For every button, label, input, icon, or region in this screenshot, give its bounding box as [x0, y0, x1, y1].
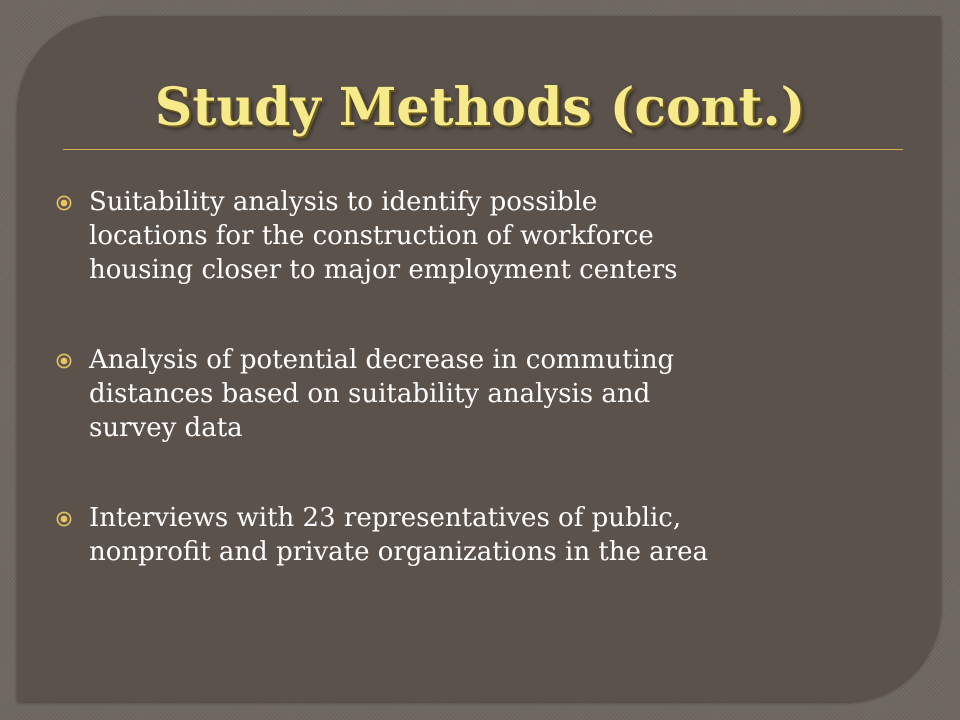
- bullet-text-line: survey data: [89, 413, 243, 443]
- title-divider: [63, 149, 903, 150]
- bullet-list: [56, 185, 916, 569]
- circled-dot-icon: [56, 195, 72, 211]
- circled-dot-icon: [56, 353, 72, 369]
- circled-dot-icon: [56, 511, 72, 527]
- slide-title: Study Methods (cont.): [154, 77, 806, 138]
- bullet-text-line: nonprofit and private organizations in the area: [89, 537, 708, 567]
- bullet-text-line: distances based on suitability analysis and: [89, 379, 651, 409]
- bullet-text-line: housing closer to major employment centers: [89, 255, 678, 285]
- bullet-text-line: Suitability analysis to identify possible: [89, 187, 598, 217]
- bullet-text-line: Analysis of potential decrease in commuting: [89, 345, 675, 375]
- bullet-item: [56, 343, 916, 445]
- bullet-text-line: Interviews with 23 representatives of public,: [89, 503, 682, 533]
- bullet-text-line: locations for the construction of workforce: [89, 221, 654, 251]
- bullet-item: [56, 185, 916, 287]
- bullet-item: [56, 501, 916, 569]
